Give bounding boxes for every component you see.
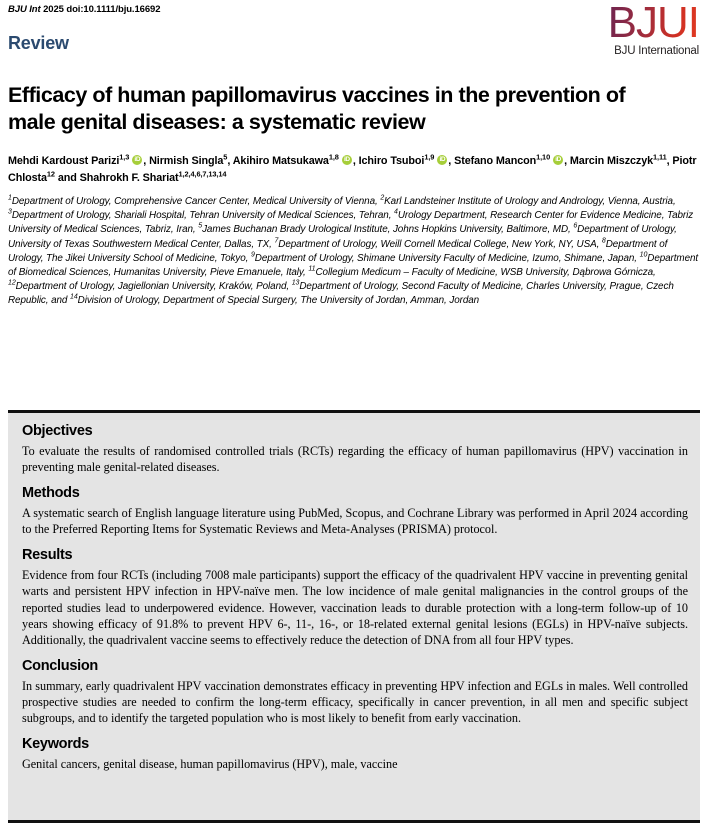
page-title: Efficacy of human papillomavirus vaccines in the prevention of male genital diseases: a systematic review bbox=[8, 83, 626, 134]
bjui-wordmark: BJUI bbox=[581, 2, 699, 44]
affiliation-marker: 11 bbox=[308, 265, 316, 273]
author-name: Piotr Chlosta bbox=[8, 155, 697, 184]
affiliation-text: Department of Urology, The Jikei University School of Medicine, Tokyo, bbox=[8, 238, 668, 264]
author-name: Nirmish Singla bbox=[149, 155, 224, 167]
affiliation-marker: 4 bbox=[394, 208, 398, 216]
author-list: Mehdi Kardoust Parizi$^{1,3}$ iD , Nirmish Singla$^5$, Akihiro Matsukawa$^{1,8}$ iD , Ichiro Tsuboi$^{1,9}$ iD , Stefano Mancon$^{1,10}$ iD , Marcin Miszczyk$^{1,11}$, Piotr Chlosta$^{12}$ and Shahrokh F. Shariat$^{1,2,4,6,7,13,14}$ bbox=[8, 153, 699, 187]
affiliation-marker: 6 bbox=[573, 223, 578, 231]
author-name: Shahrokh F. Shariat bbox=[79, 172, 179, 184]
author-name: Stefano Mancon bbox=[454, 155, 537, 167]
affiliation-marker: 2 bbox=[380, 194, 385, 202]
author-affiliation-marker: 1,10 bbox=[536, 152, 551, 162]
affiliation-text: James Buchanan Brady Urological Institute, Johns Hopkins University, Baltimore, MD, bbox=[202, 224, 574, 236]
affiliation-marker: 10 bbox=[639, 251, 648, 259]
affiliation-text: Urology Department, Research Center for Evidence Medicine, Tabriz University of Medical Sciences, Tabriz, Iran, bbox=[8, 210, 694, 236]
author-affiliation-marker: 1,11 bbox=[653, 152, 667, 162]
affiliation-text: Department of Biomedical Sciences, Humanitas University, Pieve Emanuele, Italy, bbox=[8, 252, 699, 279]
affiliation-text: Karl Landsteiner Institute of Urology and Andrology, Vienna, Austria, bbox=[384, 196, 676, 207]
abstract-body-objectives: To evaluate the results of randomised controlled trials (RCTs) regarding the efficacy of human papillomavirus (HPV) vaccination in preventing male genital-related diseases. bbox=[22, 444, 688, 475]
bjui-logo bbox=[581, 2, 699, 57]
author-affiliation-marker: 1,8 bbox=[328, 152, 339, 162]
abstract-body-keywords: Genital cancers, genital disease, human papillomavirus (HPV), male, vaccine bbox=[22, 757, 398, 772]
bjui-logo-subtitle: BJU International bbox=[614, 45, 699, 57]
affiliation-list bbox=[8, 195, 699, 309]
abstract-heading-methods: Methods bbox=[22, 485, 80, 502]
affiliation-marker: 13 bbox=[291, 279, 300, 287]
author-affiliation-marker: 1,3 bbox=[119, 152, 130, 162]
affiliation-marker: 8 bbox=[601, 237, 606, 245]
masthead bbox=[8, 0, 699, 68]
abstract-section-results bbox=[22, 547, 688, 647]
abstract-section-methods bbox=[22, 485, 688, 537]
abstract-body-results: Evidence from four RCTs (including 7008 male participants) support the efficacy of the quadrivalent HPV vaccine in preventing genital warts and persistent HPV infection in HPV-naïve men. The low incidence of male genital malignancies in the control groups of the reported studies lead to underpowered evidence. However, vaccination leads to durable protection with a long-term follow-up of 10 years showing efficacy of 91.8% to prevent HPV 6-, 11-, 16-, or 18-related external genital lesions (EGLs) in HPV-naïve subjects. Additionally, the quadrivalent vaccine seems to effectively reduce the detection of DNA from all four HPV types. bbox=[22, 568, 688, 647]
author-name: Ichiro Tsuboi bbox=[358, 155, 425, 167]
affiliation-text: Collegium Medicum – Faculty of Medicine, WSB University, Dąbrowa Górnicza, bbox=[315, 267, 656, 279]
affiliation-text: Department of Urology, Shariali Hospital, Tehran University of Medical Sciences, Tehran, bbox=[11, 210, 395, 222]
abstract-section-keywords bbox=[22, 736, 688, 772]
affiliation-marker: 9 bbox=[250, 251, 255, 259]
affiliation-text: Department of Urology, Weill Cornell Medical College, New York, NY, USA, bbox=[278, 238, 602, 250]
abstract-heading-conclusion: Conclusion bbox=[22, 657, 98, 674]
journal-doi: 2025 doi:10.1111/bju.16692 bbox=[40, 4, 161, 15]
author-name: Akihiro Matsukawa bbox=[232, 155, 329, 167]
affiliation-text: Department of Urology, University of Texas Southwestern Medical Center, Dallas, TX, bbox=[8, 224, 677, 250]
abstract-section-objectives bbox=[22, 423, 688, 475]
orcid-icon[interactable] bbox=[437, 155, 447, 165]
orcid-icon[interactable] bbox=[132, 155, 142, 165]
author-affiliation-marker: 1,2,4,6,7,13,14 bbox=[178, 169, 227, 179]
abstract-panel bbox=[8, 410, 700, 823]
affiliation-text: Department of Urology, Second Faculty of Medicine, Charles University, Prague, Czech Republic, and bbox=[8, 281, 674, 307]
affiliation-marker: 5 bbox=[198, 223, 203, 231]
author-name: Marcin Miszczyk bbox=[569, 155, 653, 167]
affiliation-text: Department of Urology, Comprehensive Cancer Center, Medical University of Vienna, bbox=[11, 196, 381, 207]
abstract-heading-objectives: Objectives bbox=[22, 423, 93, 439]
affiliation-text: Department of Urology, Jagiellonian University, Kraków, Poland, bbox=[15, 281, 292, 293]
orcid-icon[interactable] bbox=[342, 155, 352, 165]
affiliation-text: Division of Urology, Department of Special Surgery, The University of Jordan, Amman, Jordan bbox=[77, 295, 480, 307]
abstract-section-conclusion bbox=[22, 658, 688, 726]
article-type-label: Review bbox=[8, 33, 69, 53]
abstract-body-conclusion: In summary, early quadrivalent HPV vaccination demonstrates efficacy in preventing HPV infection and EGLs in males. Well controlled prospective studies are needed to confirm the long-term efficacy, specifically in cancer prevention, in all men and specific subject subgroups, and to identify the targeted population who is most likely to benefit from early vaccination. bbox=[22, 678, 688, 726]
abstract-heading-results: Results bbox=[22, 547, 73, 564]
abstract-heading-keywords: Keywords bbox=[22, 736, 89, 753]
orcid-icon[interactable] bbox=[553, 155, 563, 165]
affiliation-marker: 1 bbox=[8, 194, 12, 202]
author-affiliation-marker: 12 bbox=[46, 169, 55, 179]
journal-citation-line bbox=[8, 4, 160, 15]
abstract-body-methods: A systematic search of English language literature using PubMed, Scopus, and Cochrane Library was performed in April 2024 according to the Preferred Reporting Items for Systematic Reviews and Meta-Analyses (PRISMA) protocol. bbox=[22, 506, 688, 537]
author-affiliation-marker: 1,9 bbox=[424, 152, 435, 162]
affiliation-marker: 7 bbox=[274, 237, 279, 245]
author-name: Mehdi Kardoust Parizi bbox=[8, 155, 120, 167]
affiliation-marker: 3 bbox=[8, 208, 12, 216]
affiliation-text: Department of Urology, Shimane University Faculty of Medicine, Izumo, Shimane, Japan, bbox=[254, 252, 640, 264]
author-affiliation-marker: 5 bbox=[223, 152, 228, 162]
affiliation-marker: 12 bbox=[8, 279, 16, 287]
journal-name: BJU Int bbox=[8, 4, 41, 15]
affiliation-marker: 14 bbox=[70, 294, 78, 302]
